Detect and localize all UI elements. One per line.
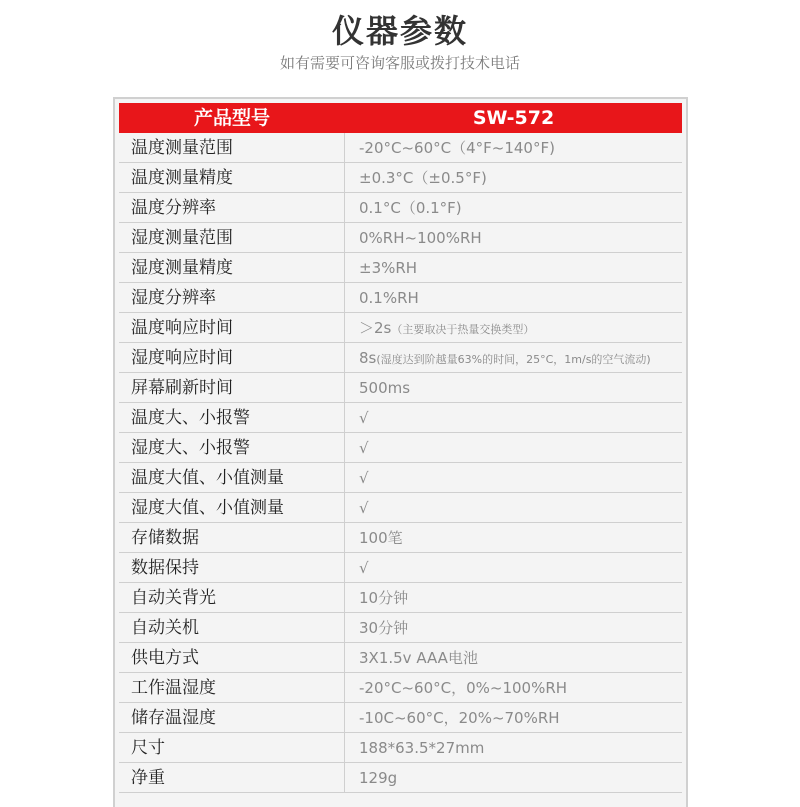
header-model: SW-572 (472, 107, 555, 129)
row-label: 湿度大、小报警 (119, 433, 345, 462)
table-row (119, 373, 682, 403)
page-subtitle: 如有需要可咨询客服或拨打技术电话 (279, 54, 520, 72)
row-label: 尺寸 (119, 733, 345, 762)
table-row (119, 493, 682, 523)
row-value: ＞2s (359, 319, 392, 337)
table-row (119, 313, 682, 343)
row-value: 100笔 (359, 529, 403, 547)
table-row (119, 193, 682, 223)
row-value-cell (345, 343, 682, 372)
page-title: 仪器参数 (331, 12, 468, 50)
row-value: ±3%RH (359, 259, 418, 277)
row-value-cell (345, 703, 682, 732)
row-label: 温度测量范围 (119, 133, 345, 162)
row-label: 供电方式 (119, 643, 345, 672)
row-value-cell (345, 433, 682, 462)
row-label: 温度响应时间 (119, 313, 345, 342)
row-value-cell (345, 643, 682, 672)
table-row (119, 133, 682, 163)
table-row (119, 163, 682, 193)
row-value: √ (359, 499, 369, 517)
row-label: 湿度响应时间 (119, 343, 345, 372)
table-row (119, 553, 682, 583)
row-value-cell (345, 673, 682, 702)
row-label: 湿度大值、小值测量 (119, 493, 345, 522)
row-value: 10分钟 (359, 589, 409, 607)
row-value-cell (345, 253, 682, 282)
row-label: 湿度测量范围 (119, 223, 345, 252)
row-value: 0.1°C（0.1°F) (359, 199, 462, 217)
row-value: √ (359, 469, 369, 487)
row-value: -20°C~60°C，0%~100%RH (359, 679, 568, 697)
row-value-cell (345, 193, 682, 222)
row-value: -10C~60°C，20%~70%RH (359, 709, 560, 727)
table-row (119, 613, 682, 643)
table-row (119, 403, 682, 433)
table-row (119, 343, 682, 373)
header-label: 产品型号 (193, 107, 270, 129)
table-row (119, 253, 682, 283)
row-label: 储存温湿度 (119, 703, 345, 732)
table-row (119, 463, 682, 493)
row-value-cell (345, 553, 682, 582)
row-value: 500ms (359, 379, 411, 397)
row-label: 工作温湿度 (119, 673, 345, 702)
table-row (119, 673, 682, 703)
row-value: √ (359, 559, 369, 577)
row-value-cell (345, 583, 682, 612)
table-row (119, 583, 682, 613)
row-value: √ (359, 439, 369, 457)
row-label: 湿度测量精度 (119, 253, 345, 282)
row-value: √ (359, 409, 369, 427)
table-row (119, 523, 682, 553)
row-label: 温度大、小报警 (119, 403, 345, 432)
table-row (119, 223, 682, 253)
row-value-cell (345, 463, 682, 492)
row-value-cell (345, 223, 682, 252)
row-value-cell (345, 523, 682, 552)
row-value-cell (345, 493, 682, 522)
table-row (119, 283, 682, 313)
row-value: 0%RH~100%RH (359, 229, 482, 247)
row-label: 温度测量精度 (119, 163, 345, 192)
row-value-cell (345, 613, 682, 642)
row-label: 净重 (119, 763, 345, 792)
row-label: 温度分辨率 (119, 193, 345, 222)
row-value-cell (345, 763, 682, 792)
table-row (119, 763, 682, 793)
row-label: 湿度分辨率 (119, 283, 345, 312)
row-label: 屏幕刷新时间 (119, 373, 345, 402)
row-label: 数据保持 (119, 553, 345, 582)
row-value: ±0.3°C（±0.5°F) (359, 169, 487, 187)
row-value-note: (湿度达到阶越量63%的时间，25°C，1m/s的空气流动) (376, 353, 651, 366)
row-label: 存储数据 (119, 523, 345, 552)
row-value: -20°C~60°C（4°F~140°F) (359, 139, 555, 157)
row-value-note: （主要取决于热量交换类型） (391, 323, 535, 336)
spec-table (113, 97, 688, 807)
table-row (119, 643, 682, 673)
table-body (119, 133, 682, 793)
row-value-cell (345, 313, 682, 342)
table-header (119, 103, 682, 133)
row-value-cell (345, 283, 682, 312)
row-label: 自动关背光 (119, 583, 345, 612)
row-label: 温度大值、小值测量 (119, 463, 345, 492)
row-value: 3X1.5v AAA电池 (359, 649, 478, 667)
row-value: 30分钟 (359, 619, 409, 637)
row-label: 自动关机 (119, 613, 345, 642)
row-value: 188*63.5*27mm (359, 739, 485, 757)
table-row (119, 703, 682, 733)
row-value-cell (345, 133, 682, 162)
row-value-cell (345, 733, 682, 762)
row-value-cell (345, 373, 682, 402)
row-value-cell (345, 403, 682, 432)
row-value: 129g (359, 769, 398, 787)
row-value-cell (345, 163, 682, 192)
table-row (119, 733, 682, 763)
row-value: 0.1%RH (359, 289, 419, 307)
table-row (119, 433, 682, 463)
row-value: 8s (359, 349, 377, 367)
